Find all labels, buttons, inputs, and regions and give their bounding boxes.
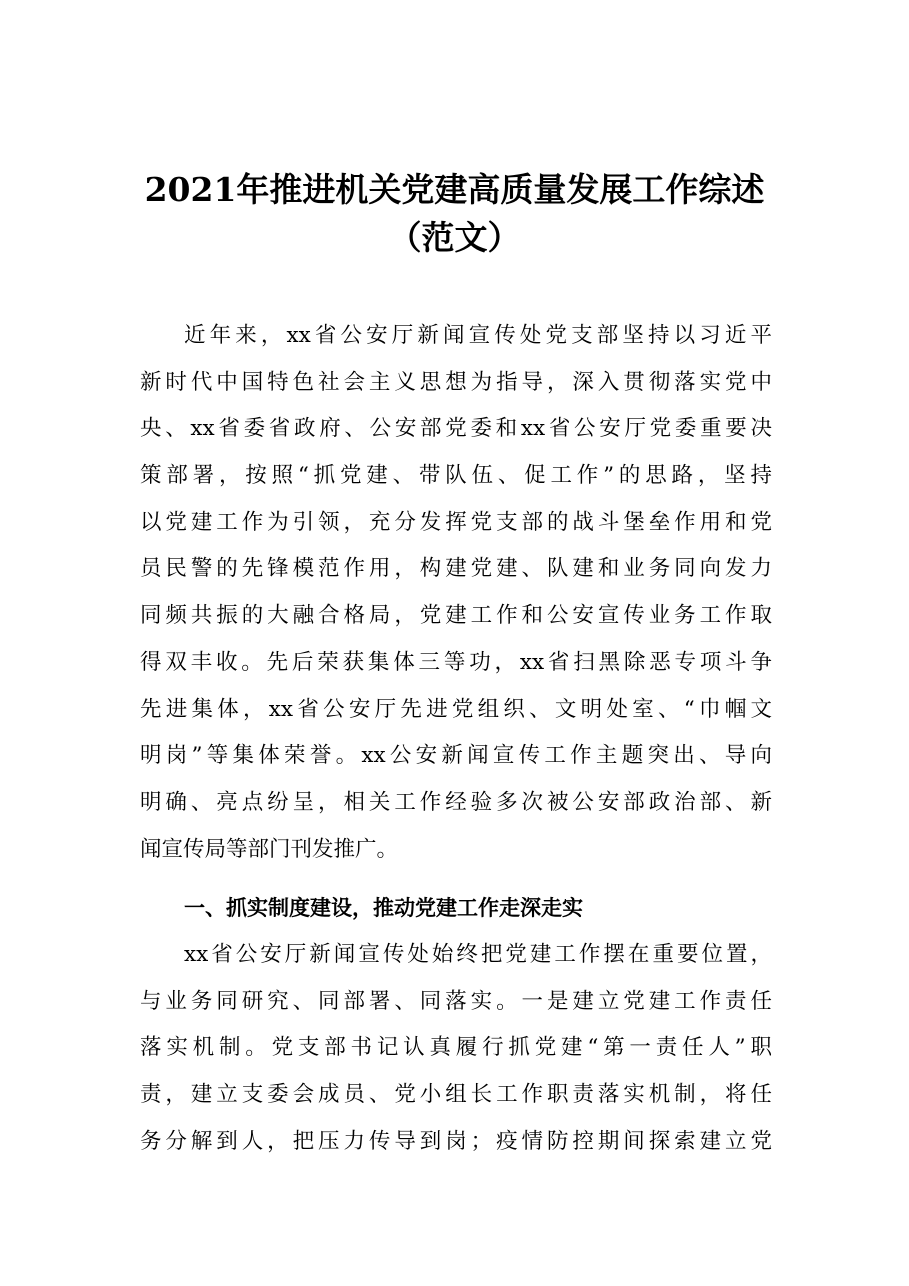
document-title-line-2: （范文） (388, 218, 521, 257)
paragraph-line: 以党建工作为引领，充分发挥党支部的战斗堡垒作用和党 (140, 509, 772, 535)
paragraph-line: 近年来，xx省公安厅新闻宣传处党支部坚持以习近平 (184, 323, 772, 348)
document-title-line-1: 2021年推进机关党建高质量发展工作综述 (144, 170, 765, 209)
paragraph-line: 得双丰收。先后荣获集体三等功，xx省扫黑除恶专项斗争 (140, 649, 772, 675)
paragraph-line: 与业务同研究、同部署、同落实。一是建立党建工作责任 (140, 988, 772, 1014)
paragraph-line: 明岗”等集体荣誉。xx公安新闻宣传工作主题突出、导向 (140, 743, 772, 769)
paragraph-intro (140, 313, 772, 873)
paragraph-line: 新时代中国特色社会主义思想为指导，深入贯彻落实党中 (140, 369, 772, 395)
paragraph-line: 策部署，按照“抓党建、带队伍、促工作”的思路，坚持 (140, 463, 772, 489)
paragraph-section-1 (140, 932, 772, 1165)
paragraph-line: 务分解到人，把压力传导到岗；疫情防控期间探索建立党 (140, 1128, 772, 1154)
paragraph-line: 明确、亮点纷呈，相关工作经验多次被公安部政治部、新 (140, 789, 772, 815)
paragraph-line: 员民警的先锋模范作用，构建党建、队建和业务同向发力 (140, 556, 772, 582)
paragraph-line: 央、xx省委省政府、公安部党委和xx省公安厅党委重要决 (140, 416, 772, 442)
paragraph-line: xx省公安厅新闻宣传处始终把党建工作摆在重要位置， (184, 942, 772, 967)
section-heading-1: 一、抓实制度建设，推动党建工作走深走实 (184, 896, 583, 920)
paragraph-line: 落实机制。党支部书记认真履行抓党建“第一责任人”职 (140, 1035, 772, 1061)
paragraph-line: 闻宣传局等部门刊发推广。 (140, 836, 399, 862)
paragraph-line: 责，建立支委会成员、党小组长工作职责落实机制，将任 (140, 1082, 772, 1108)
paragraph-line: 先进集体，xx省公安厅先进党组织、文明处室、“巾帼文 (140, 696, 772, 722)
paragraph-line: 同频共振的大融合格局，党建工作和公安宣传业务工作取 (140, 603, 772, 629)
